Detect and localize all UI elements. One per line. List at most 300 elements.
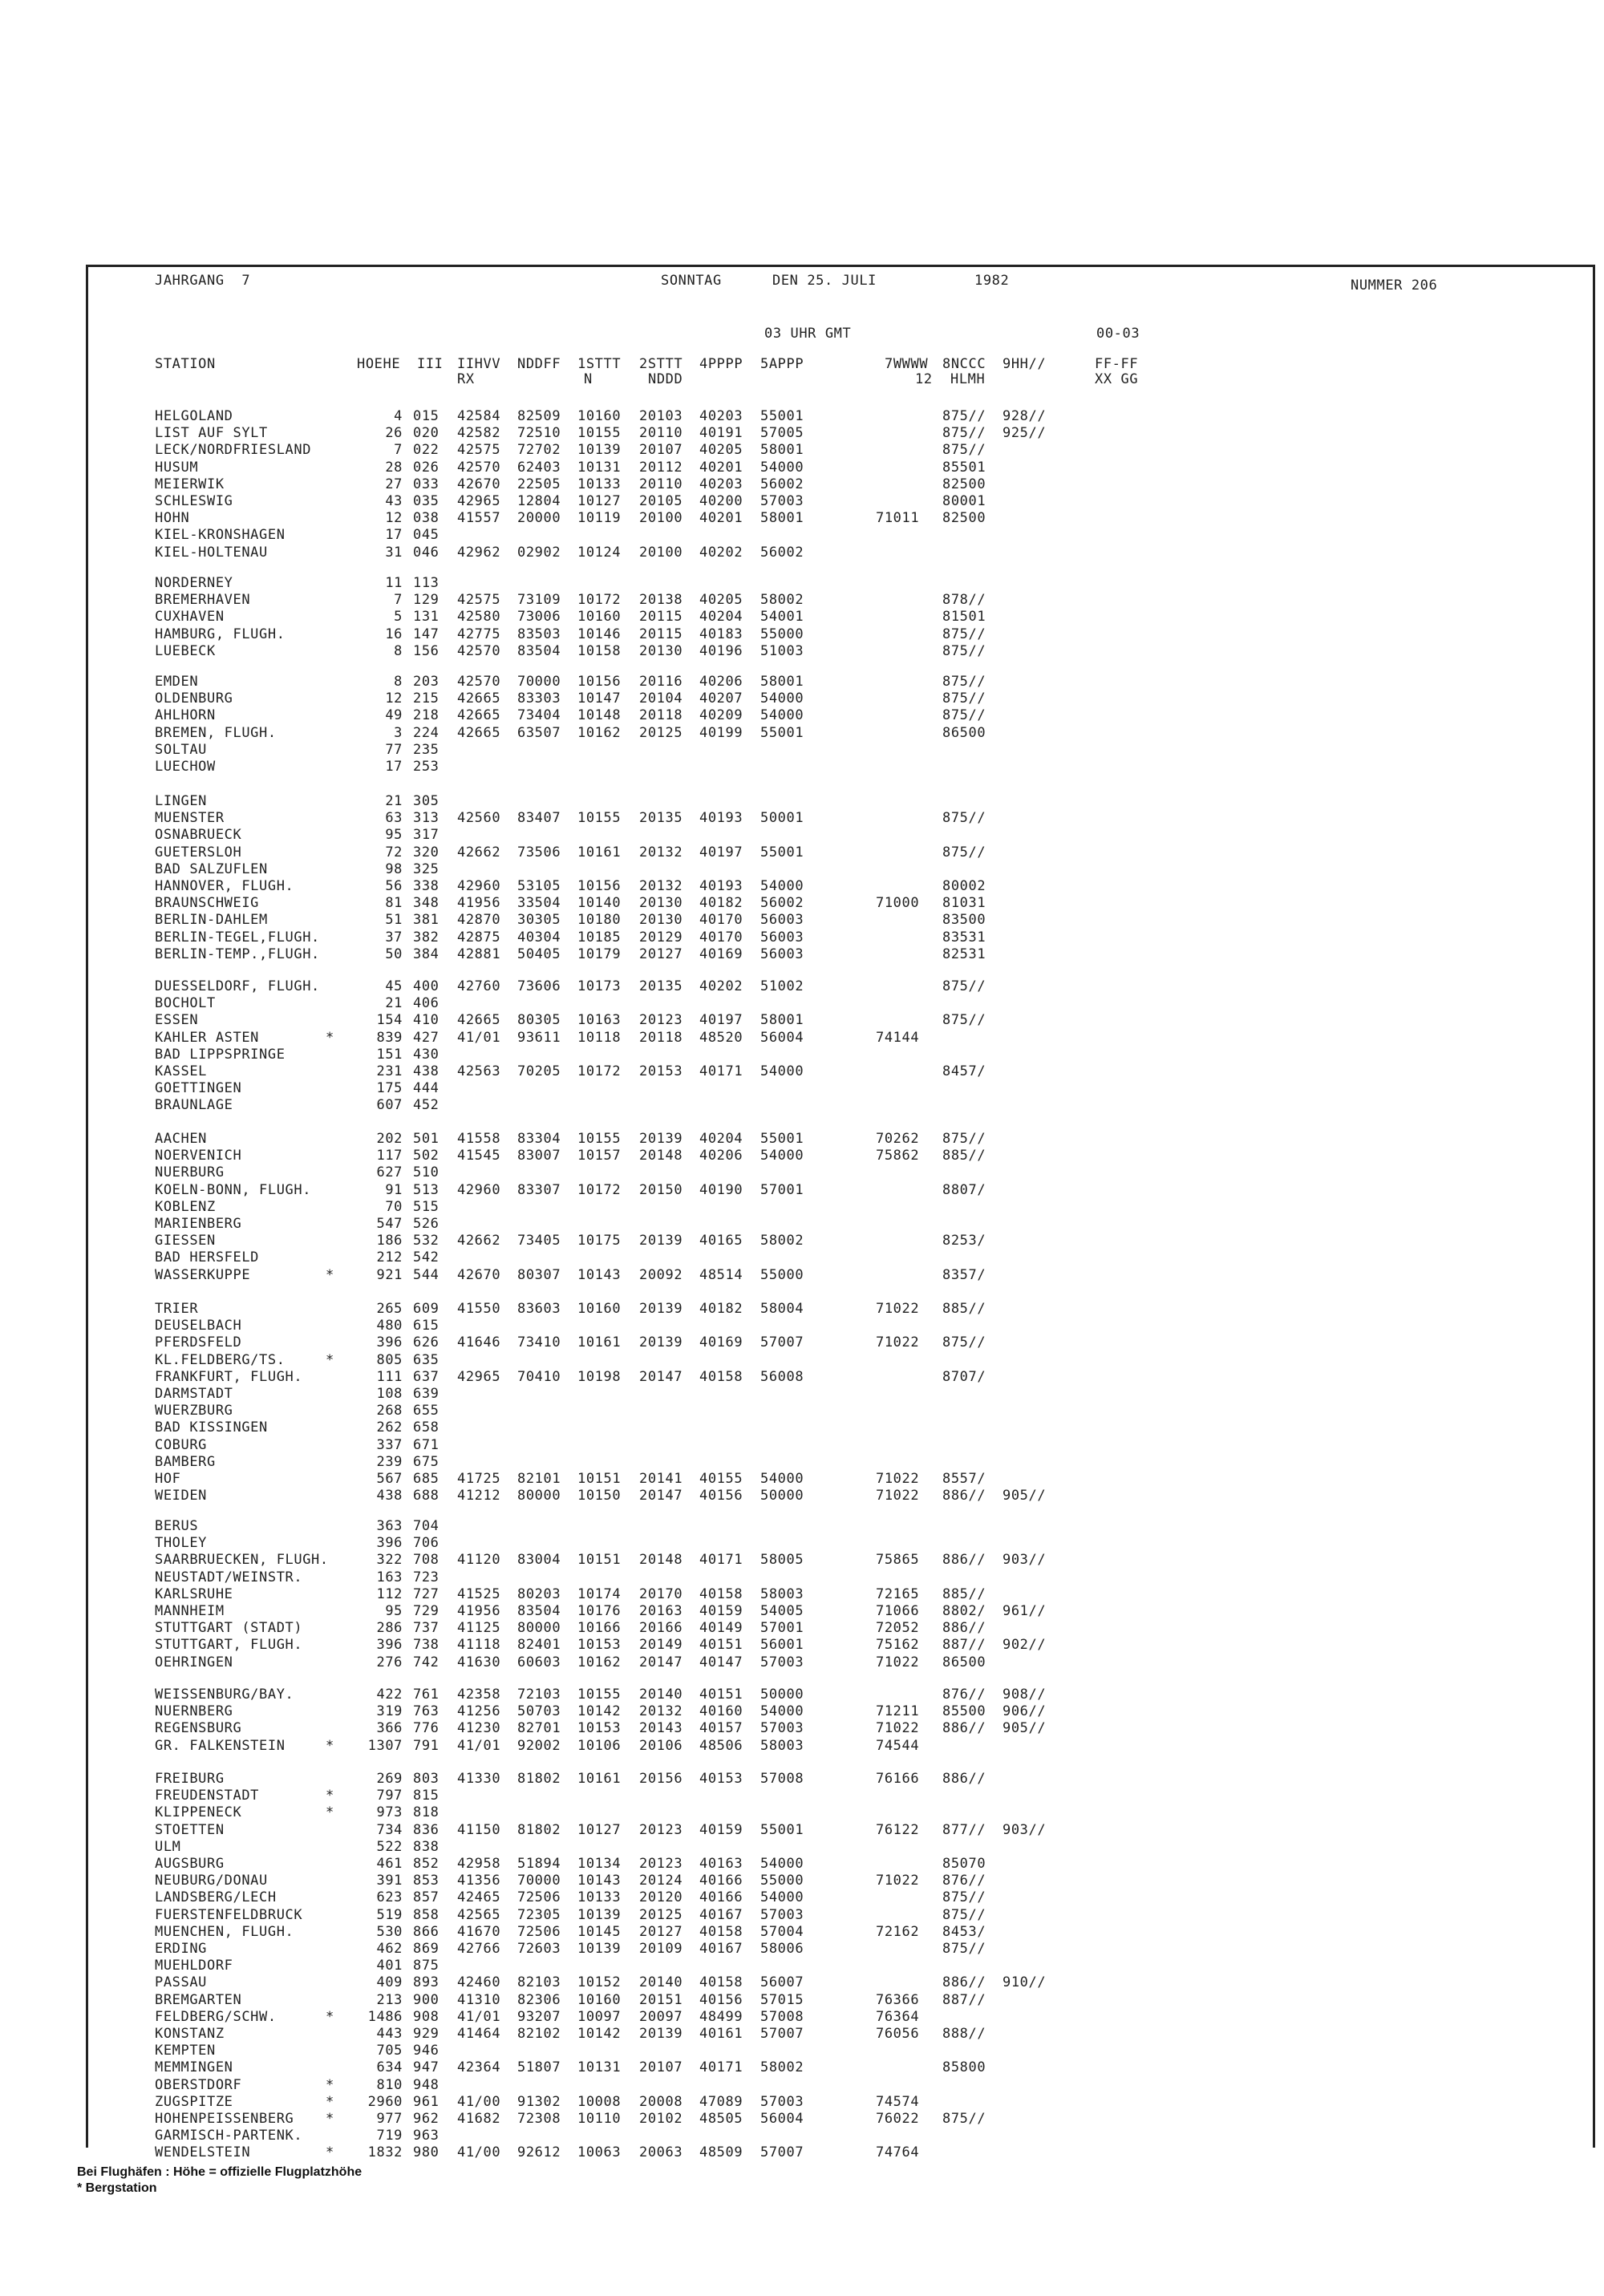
station-row bbox=[0, 1164, 1604, 1181]
cell-station: THOLEY bbox=[155, 1535, 208, 1552]
cell-g7: 71022 bbox=[876, 1720, 920, 1737]
cell-hoehe: 366 bbox=[376, 1720, 403, 1737]
cell-g4: 48505 bbox=[699, 2111, 743, 2127]
col-2sttt-sub: NDDD bbox=[648, 371, 683, 387]
cell-g8: 875// bbox=[942, 626, 986, 642]
cell-g2: 20149 bbox=[639, 1637, 683, 1654]
station-row bbox=[0, 946, 1604, 963]
cell-nddff: 70205 bbox=[517, 1063, 561, 1079]
cell-g8: 82531 bbox=[942, 946, 986, 962]
cell-station: AACHEN bbox=[155, 1131, 208, 1147]
cell-g4: 40171 bbox=[699, 1063, 743, 1079]
cell-g5: 57008 bbox=[760, 2008, 804, 2025]
cell-g2: 20143 bbox=[639, 1720, 683, 1737]
cell-g9: 908// bbox=[1003, 1687, 1047, 1703]
cell-station: KARLSRUHE bbox=[155, 1585, 233, 1602]
cell-g5: 54000 bbox=[760, 1703, 804, 1720]
cell-g4: 40166 bbox=[699, 1889, 743, 1906]
cell-station: CUXHAVEN bbox=[155, 609, 225, 626]
cell-g2: 20138 bbox=[639, 592, 683, 609]
cell-iii: 609 bbox=[413, 1301, 439, 1317]
cell-iii: 325 bbox=[413, 860, 439, 877]
cell-hoehe: 26 bbox=[385, 425, 403, 442]
cell-g9: 905// bbox=[1003, 1720, 1047, 1737]
cell-g2: 20118 bbox=[639, 707, 683, 724]
cell-iihvv: 42460 bbox=[457, 1974, 501, 1991]
cell-hoehe: 480 bbox=[376, 1318, 403, 1334]
col-iihvv-sub: RX bbox=[457, 371, 475, 387]
station-row bbox=[0, 844, 1604, 861]
cell-iii: 203 bbox=[413, 674, 439, 690]
cell-iii: 384 bbox=[413, 946, 439, 962]
cell-station: BAD HERSFELD bbox=[155, 1249, 260, 1266]
cell-g1: 10150 bbox=[577, 1488, 622, 1504]
station-row bbox=[0, 1386, 1604, 1403]
cell-hoehe: 45 bbox=[385, 978, 403, 994]
cell-hoehe: 409 bbox=[376, 1974, 403, 1991]
cell-iihvv: 41212 bbox=[457, 1488, 501, 1504]
cell-nddff: 70000 bbox=[517, 674, 561, 690]
cell-g5: 55001 bbox=[760, 408, 804, 424]
cell-g8: 85800 bbox=[942, 2059, 986, 2076]
cell-nddff: 83004 bbox=[517, 1552, 561, 1569]
cell-g2: 20156 bbox=[639, 1771, 683, 1787]
cell-g5: 56004 bbox=[760, 1029, 804, 1046]
cell-g8: 887// bbox=[942, 1991, 986, 2008]
cell-iii: 723 bbox=[413, 1569, 439, 1585]
cell-iii: 427 bbox=[413, 1029, 439, 1046]
cell-iihvv: 42358 bbox=[457, 1687, 501, 1703]
station-row bbox=[0, 1620, 1604, 1637]
cell-g4: 40158 bbox=[699, 1368, 743, 1385]
cell-hoehe: 443 bbox=[376, 2026, 403, 2042]
cell-g5: 56002 bbox=[760, 895, 804, 912]
cell-g7: 76056 bbox=[876, 2026, 920, 2042]
cell-nddff: 33504 bbox=[517, 895, 561, 912]
cell-station: HOHN bbox=[155, 510, 190, 527]
cell-g7: 72162 bbox=[876, 1923, 920, 1940]
cell-station: TRIER bbox=[155, 1301, 199, 1317]
cell-iii: 818 bbox=[413, 1804, 439, 1821]
cell-station: NEUSTADT/WEINSTR. bbox=[155, 1569, 303, 1585]
station-row bbox=[0, 1437, 1604, 1454]
cell-nddff: 73606 bbox=[517, 978, 561, 994]
cell-g2: 20100 bbox=[639, 510, 683, 527]
cell-g1: 10151 bbox=[577, 1471, 622, 1487]
station-row bbox=[0, 1131, 1604, 1148]
cell-g8: 875// bbox=[942, 844, 986, 860]
cell-iii: 235 bbox=[413, 741, 439, 758]
cell-g4: 40202 bbox=[699, 544, 743, 561]
cell-g5: 54000 bbox=[760, 1471, 804, 1487]
cell-iii: 961 bbox=[413, 2093, 439, 2110]
cell-g8: 875// bbox=[942, 1012, 986, 1029]
cell-g1: 10127 bbox=[577, 493, 622, 509]
cell-hoehe: 607 bbox=[376, 1097, 403, 1114]
cell-station: BREMERHAVEN bbox=[155, 592, 251, 609]
cell-iii: 035 bbox=[413, 493, 439, 509]
cell-station: BREMEN, FLUGH. bbox=[155, 724, 277, 741]
cell-iihvv: 41558 bbox=[457, 1131, 501, 1147]
cell-iii: 430 bbox=[413, 1046, 439, 1063]
cell-g2: 20139 bbox=[639, 1301, 683, 1317]
station-row bbox=[0, 1216, 1604, 1233]
station-row bbox=[0, 1518, 1604, 1535]
station-row bbox=[0, 861, 1604, 878]
jahrgang: JAHRGANG 7 bbox=[155, 273, 251, 289]
date: DEN 25. JULI bbox=[772, 273, 877, 289]
station-row bbox=[0, 1586, 1604, 1603]
cell-g8: 885// bbox=[942, 1301, 986, 1317]
cell-g1: 10161 bbox=[577, 1334, 622, 1351]
cell-iihvv: 41630 bbox=[457, 1654, 501, 1670]
cell-station: BAD KISSINGEN bbox=[155, 1419, 268, 1436]
cell-nddff: 12804 bbox=[517, 493, 561, 509]
cell-station: BERUS bbox=[155, 1518, 199, 1534]
cell-g1: 10180 bbox=[577, 912, 622, 929]
cell-hoehe: 623 bbox=[376, 1889, 403, 1906]
station-row bbox=[0, 1822, 1604, 1839]
cell-iihvv: 41120 bbox=[457, 1552, 501, 1569]
cell-g5: 56008 bbox=[760, 1368, 804, 1385]
cell-nddff: 72506 bbox=[517, 1923, 561, 1940]
cell-iii: 639 bbox=[413, 1386, 439, 1402]
cell-hoehe: 154 bbox=[376, 1012, 403, 1029]
cell-iii: 502 bbox=[413, 1148, 439, 1164]
cell-g2: 20139 bbox=[639, 1233, 683, 1249]
station-row bbox=[0, 1369, 1604, 1386]
cell-iihvv: 42665 bbox=[457, 690, 501, 707]
cell-g9: 906// bbox=[1003, 1703, 1047, 1720]
cell-g8: 80001 bbox=[942, 493, 986, 509]
cell-g8: 877// bbox=[942, 1821, 986, 1838]
cell-station: KIEL-HOLTENAU bbox=[155, 544, 268, 561]
cell-iii: 526 bbox=[413, 1216, 439, 1232]
station-row bbox=[0, 1454, 1604, 1471]
station-row bbox=[0, 1419, 1604, 1436]
cell-g1: 10131 bbox=[577, 459, 622, 476]
cell-g5: 58003 bbox=[760, 1585, 804, 1602]
cell-nddff: 73404 bbox=[517, 707, 561, 724]
cell-g7: 71022 bbox=[876, 1334, 920, 1351]
cell-g8: 8802/ bbox=[942, 1603, 986, 1619]
cell-station: KEMPTEN bbox=[155, 2043, 216, 2059]
cell-nddff: 72506 bbox=[517, 1889, 561, 1906]
cell-g4: 40167 bbox=[699, 1941, 743, 1957]
cell-station: WENDELSTEIN bbox=[155, 2144, 251, 2161]
station-row bbox=[0, 1249, 1604, 1266]
cell-station: DARMSTADT bbox=[155, 1386, 233, 1402]
cell-g4: 40203 bbox=[699, 476, 743, 492]
cell-nddff: 02902 bbox=[517, 544, 561, 561]
cell-iihvv: 42364 bbox=[457, 2059, 501, 2076]
cell-iihvv: 42662 bbox=[457, 844, 501, 860]
col-5appp: 5APPP bbox=[760, 356, 804, 372]
cell-g8: 886// bbox=[942, 1488, 986, 1504]
station-row bbox=[0, 592, 1604, 609]
cell-iii: 803 bbox=[413, 1771, 439, 1787]
cell-iii: 742 bbox=[413, 1654, 439, 1670]
cell-iii: 215 bbox=[413, 690, 439, 707]
cell-iii: 515 bbox=[413, 1198, 439, 1215]
cell-g4: 40156 bbox=[699, 1991, 743, 2008]
cell-nddff: 70000 bbox=[517, 1873, 561, 1889]
cell-iihvv: 42662 bbox=[457, 1233, 501, 1249]
cell-g1: 10155 bbox=[577, 1687, 622, 1703]
cell-station: OEHRINGEN bbox=[155, 1654, 233, 1670]
cell-iii: 338 bbox=[413, 878, 439, 894]
station-row bbox=[0, 1603, 1604, 1620]
cell-g5: 58004 bbox=[760, 1301, 804, 1317]
cell-g1: 10146 bbox=[577, 626, 622, 642]
cell-g8: 83500 bbox=[942, 912, 986, 929]
station-row bbox=[0, 1334, 1604, 1351]
cell-hoehe: 269 bbox=[376, 1771, 403, 1787]
cell-station: KASSEL bbox=[155, 1063, 208, 1079]
cell-g8: 886// bbox=[942, 1771, 986, 1787]
cell-hoehe: 77 bbox=[385, 741, 403, 758]
cell-g4: 40169 bbox=[699, 946, 743, 962]
cell-g7: 76364 bbox=[876, 2008, 920, 2025]
cell-g4: 40204 bbox=[699, 1131, 743, 1147]
cell-g5: 55001 bbox=[760, 724, 804, 741]
station-row bbox=[0, 476, 1604, 493]
cell-g2: 20139 bbox=[639, 1334, 683, 1351]
cell-hoehe: 43 bbox=[385, 493, 403, 509]
cell-nddff: 80000 bbox=[517, 1620, 561, 1637]
cell-g1: 10155 bbox=[577, 810, 622, 827]
station-row bbox=[0, 1873, 1604, 1889]
cell-g1: 10157 bbox=[577, 1148, 622, 1164]
col-nddff: NDDFF bbox=[517, 356, 561, 372]
col-9hh: 9HH// bbox=[1003, 356, 1047, 372]
cell-g5: 51002 bbox=[760, 978, 804, 994]
cell-station: BRAUNLAGE bbox=[155, 1097, 233, 1114]
station-row bbox=[0, 995, 1604, 1012]
cell-g5: 55000 bbox=[760, 626, 804, 642]
cell-iihvv: 42881 bbox=[457, 946, 501, 962]
cell-g4: 40182 bbox=[699, 1301, 743, 1317]
cell-station: NORDERNEY bbox=[155, 575, 233, 591]
cell-g4: 40204 bbox=[699, 609, 743, 626]
cell-iii: 858 bbox=[413, 1906, 439, 1923]
col-2sttt: 2STTT bbox=[639, 356, 683, 372]
cell-iihvv: 41/01 bbox=[457, 1029, 501, 1046]
station-row bbox=[0, 1941, 1604, 1958]
cell-nddff: 83007 bbox=[517, 1148, 561, 1164]
cell-station: REGENSBURG bbox=[155, 1720, 242, 1737]
cell-iii: 452 bbox=[413, 1097, 439, 1114]
cell-iii: 305 bbox=[413, 793, 439, 809]
cell-g4: 40163 bbox=[699, 1856, 743, 1872]
cell-g5: 58001 bbox=[760, 510, 804, 527]
cell-iii: 020 bbox=[413, 425, 439, 442]
cell-hoehe: 7 bbox=[394, 442, 403, 459]
cell-nddff: 92612 bbox=[517, 2144, 561, 2161]
cell-g4: 48520 bbox=[699, 1029, 743, 1046]
cell-g4: 40209 bbox=[699, 707, 743, 724]
cell-g8: 875// bbox=[942, 642, 986, 659]
cell-hoehe: 519 bbox=[376, 1906, 403, 1923]
cell-iii: 675 bbox=[413, 1453, 439, 1470]
cell-g2: 20103 bbox=[639, 408, 683, 424]
cell-iihvv: 41682 bbox=[457, 2111, 501, 2127]
cell-g4: 40155 bbox=[699, 1471, 743, 1487]
station-row bbox=[0, 1552, 1604, 1569]
cell-g4: 40205 bbox=[699, 592, 743, 609]
station-row bbox=[0, 2026, 1604, 2043]
cell-station: MANNHEIM bbox=[155, 1603, 225, 1619]
station-row bbox=[0, 1974, 1604, 1991]
cell-hoehe: 547 bbox=[376, 1216, 403, 1232]
station-row bbox=[0, 1771, 1604, 1788]
cell-hoehe: 530 bbox=[376, 1923, 403, 1940]
cell-g5: 57007 bbox=[760, 2026, 804, 2042]
cell-hoehe: 396 bbox=[376, 1334, 403, 1351]
cell-iihvv: 42965 bbox=[457, 1368, 501, 1385]
cell-g8: 81501 bbox=[942, 609, 986, 626]
cell-station: HOF bbox=[155, 1471, 181, 1487]
cell-hoehe: 17 bbox=[385, 527, 403, 544]
cell-hoehe: 202 bbox=[376, 1131, 403, 1147]
cell-g7: 71000 bbox=[876, 895, 920, 912]
cell-nddff: 50703 bbox=[517, 1703, 561, 1720]
cell-iii: 729 bbox=[413, 1603, 439, 1619]
cell-g1: 10131 bbox=[577, 2059, 622, 2076]
station-row bbox=[0, 1063, 1604, 1080]
cell-g2: 20097 bbox=[639, 2008, 683, 2025]
cell-nddff: 62403 bbox=[517, 459, 561, 476]
cell-nddff: 63507 bbox=[517, 724, 561, 741]
cell-iii: 948 bbox=[413, 2076, 439, 2093]
cell-hoehe: 81 bbox=[385, 895, 403, 912]
cell-iihvv: 41725 bbox=[457, 1471, 501, 1487]
cell-nddff: 93611 bbox=[517, 1029, 561, 1046]
cell-iii: 857 bbox=[413, 1889, 439, 1906]
cell-g4: 40147 bbox=[699, 1654, 743, 1670]
cell-hoehe: 63 bbox=[385, 810, 403, 827]
station-row bbox=[0, 707, 1604, 724]
cell-g1: 10173 bbox=[577, 978, 622, 994]
cell-iii: 962 bbox=[413, 2111, 439, 2127]
cell-g8: 875// bbox=[942, 674, 986, 690]
cell-iii: 224 bbox=[413, 724, 439, 741]
cell-g4: 40170 bbox=[699, 929, 743, 946]
cell-station: MEIERWIK bbox=[155, 476, 225, 492]
cell-iii: 626 bbox=[413, 1334, 439, 1351]
cell-iii: 033 bbox=[413, 476, 439, 492]
cell-hoehe: 3 bbox=[394, 724, 403, 741]
cell-station: BAMBERG bbox=[155, 1453, 216, 1470]
cell-hoehe: 262 bbox=[376, 1419, 403, 1436]
station-row bbox=[0, 1992, 1604, 2009]
cell-iihvv: 41545 bbox=[457, 1148, 501, 1164]
cell-g5: 57008 bbox=[760, 1771, 804, 1787]
cell-g1: 10139 bbox=[577, 1941, 622, 1957]
cell-g8: 878// bbox=[942, 592, 986, 609]
cell-nddff: 40304 bbox=[517, 929, 561, 946]
cell-station: OSNABRUECK bbox=[155, 827, 242, 844]
cell-station: NOERVENICH bbox=[155, 1148, 242, 1164]
cell-iihvv: 41310 bbox=[457, 1991, 501, 2008]
cell-g2: 20135 bbox=[639, 810, 683, 827]
station-row bbox=[0, 1471, 1604, 1488]
cell-g4: 40201 bbox=[699, 510, 743, 527]
cell-station: HAMBURG, FLUGH. bbox=[155, 626, 286, 642]
station-row bbox=[0, 793, 1604, 810]
cell-nddff: 83504 bbox=[517, 1603, 561, 1619]
cell-iii: 853 bbox=[413, 1873, 439, 1889]
cell-hoehe: 12 bbox=[385, 690, 403, 707]
cell-g5: 56007 bbox=[760, 1974, 804, 1991]
cell-iihvv: 42565 bbox=[457, 1906, 501, 1923]
cell-station: NUERNBERG bbox=[155, 1703, 233, 1720]
cell-hoehe: 1307 bbox=[367, 1737, 403, 1754]
cell-mark: * bbox=[326, 2076, 334, 2093]
cell-iii: 776 bbox=[413, 1720, 439, 1737]
cell-g4: 40193 bbox=[699, 878, 743, 894]
cell-g2: 20139 bbox=[639, 2026, 683, 2042]
station-row bbox=[0, 674, 1604, 690]
cell-hoehe: 337 bbox=[376, 1436, 403, 1453]
cell-iii: 320 bbox=[413, 844, 439, 860]
cell-station: WEIDEN bbox=[155, 1488, 208, 1504]
cell-g2: 20115 bbox=[639, 609, 683, 626]
cell-hoehe: 213 bbox=[376, 1991, 403, 2008]
station-row bbox=[0, 609, 1604, 626]
cell-hoehe: 5 bbox=[394, 609, 403, 626]
cell-iihvv: 42582 bbox=[457, 425, 501, 442]
cell-g8: 85500 bbox=[942, 1703, 986, 1720]
cell-g2: 20141 bbox=[639, 1471, 683, 1487]
cell-iihvv: 42575 bbox=[457, 592, 501, 609]
station-row bbox=[0, 1012, 1604, 1029]
cell-g5: 55001 bbox=[760, 844, 804, 860]
cell-g2: 20107 bbox=[639, 2059, 683, 2076]
station-row bbox=[0, 1097, 1604, 1114]
station-row bbox=[0, 725, 1604, 742]
cell-g7: 75862 bbox=[876, 1148, 920, 1164]
cell-hoehe: 72 bbox=[385, 844, 403, 860]
cell-g1: 10133 bbox=[577, 1889, 622, 1906]
cell-g5: 54005 bbox=[760, 1603, 804, 1619]
cell-station: PASSAU bbox=[155, 1974, 208, 1991]
cell-g4: 40191 bbox=[699, 425, 743, 442]
cell-hoehe: 12 bbox=[385, 510, 403, 527]
cell-g4: 40157 bbox=[699, 1720, 743, 1737]
cell-nddff: 83307 bbox=[517, 1181, 561, 1198]
station-row bbox=[0, 1569, 1604, 1586]
col-iihvv: IIHVV bbox=[457, 356, 501, 372]
cell-g2: 20116 bbox=[639, 674, 683, 690]
cell-hoehe: 705 bbox=[376, 2043, 403, 2059]
station-row bbox=[0, 2043, 1604, 2059]
cell-g4: 48509 bbox=[699, 2144, 743, 2161]
cell-iii: 542 bbox=[413, 1249, 439, 1266]
cell-g2: 20123 bbox=[639, 1821, 683, 1838]
cell-hoehe: 286 bbox=[376, 1620, 403, 1637]
cell-nddff: 93207 bbox=[517, 2008, 561, 2025]
cell-station: AHLHORN bbox=[155, 707, 216, 724]
cell-g5: 57003 bbox=[760, 1654, 804, 1670]
station-row bbox=[0, 1301, 1604, 1318]
cell-g2: 20132 bbox=[639, 844, 683, 860]
cell-g8: 875// bbox=[942, 425, 986, 442]
cell-g1: 10160 bbox=[577, 408, 622, 424]
cell-g1: 10156 bbox=[577, 674, 622, 690]
cell-hoehe: 212 bbox=[376, 1249, 403, 1266]
cell-mark: * bbox=[326, 2144, 334, 2161]
